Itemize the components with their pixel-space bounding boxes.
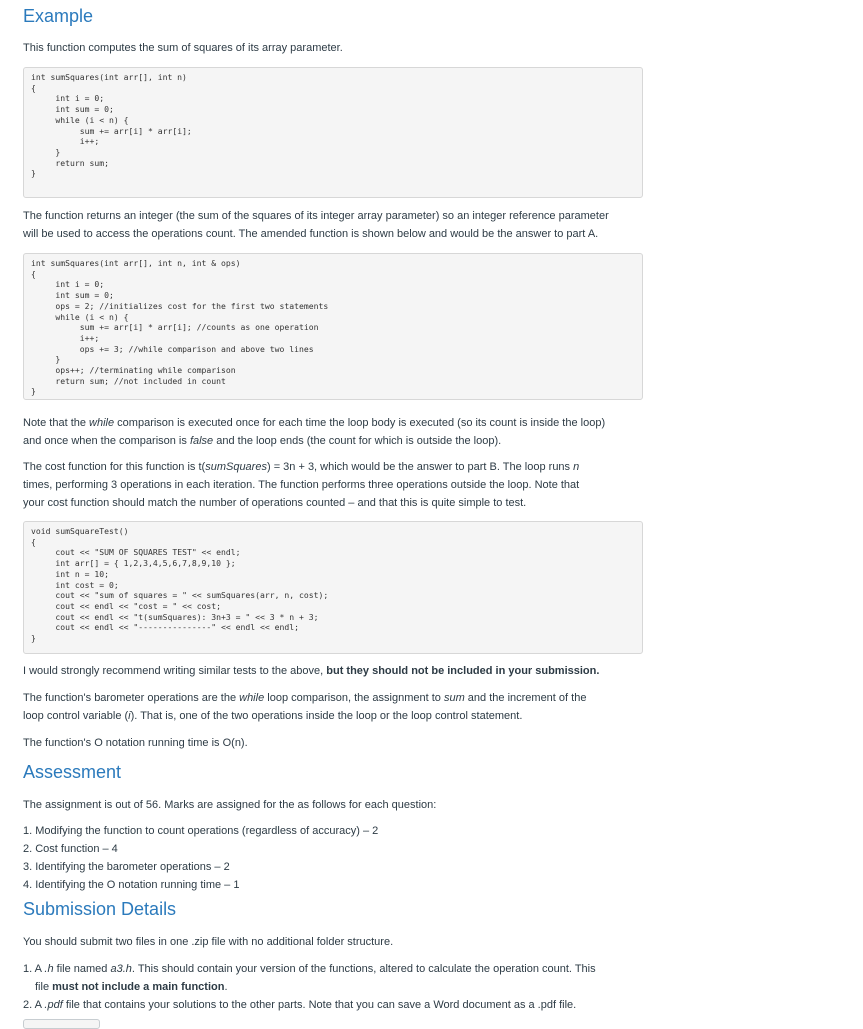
code-amended: int sumSquares(int arr[], int n, int & ops) { int i = 0; int sum = 0; ops = 2; //initializes cost for the first two statements while (i < n) { sum += arr[i] * arr[i]; //counts as one operation i++; ops += 3; //while comparison and above two lines } ops++; //terminating while comparison return sum; //not included in count } <box>31 258 329 397</box>
note-text: Note that the <box>23 417 90 429</box>
note-text: and once when the comparison is <box>23 435 190 447</box>
cost-paragraph <box>23 458 648 512</box>
note-text: comparison is executed once for each time the loop body is executed (so its count is inside the loop) <box>114 417 606 429</box>
item-text: file named <box>53 963 111 975</box>
item-text: file that contains your solutions to the other parts. Note that you can save a Word document as a .pdf file. <box>62 999 577 1011</box>
item-text: file <box>35 981 53 993</box>
note-text: and the loop ends (the count for which is outside the loop). <box>213 435 502 447</box>
returns-paragraph <box>23 207 648 243</box>
cost-text: times, performing 3 operations in each iteration. The function performs three operations outside the loop. Note that <box>23 479 580 491</box>
baro-em: while <box>239 692 265 704</box>
note-em: false <box>189 435 214 447</box>
onotation-paragraph: The function's O notation running time is O(n). <box>23 737 248 749</box>
cost-em: sumSquares <box>205 461 267 473</box>
baro-em: i <box>128 710 131 722</box>
baro-text: loop comparison, the assignment to <box>264 692 444 704</box>
cost-text: The cost function for this function is t( <box>23 461 206 473</box>
item-text: 2. A <box>23 999 45 1011</box>
note-paragraph <box>23 414 648 450</box>
cost-em: n <box>573 461 580 473</box>
code-original: int sumSquares(int arr[], int n) { int i = 0; int sum = 0; while (i < n) { sum += arr[i] * arr[i]; i++; } return sum; } <box>31 72 192 179</box>
assessment-intro: The assignment is out of 56. Marks are assigned for the as follows for each question: <box>23 799 437 811</box>
item-em: a3.h <box>110 963 132 975</box>
code-test: void sumSquareTest() { cout << "SUM OF SQUARES TEST" << endl; int arr[] = { 1,2,3,4,5,6,7,8,9,10 }; int n = 10; int cost = 0; cout << "sum of squares = " << sumSquares(arr, n, cost); cout << endl << "cost = " << cost; cout << endl << "t(sumSquares): 3n+3 = " << 3 * n + 3; cout << endl << "---------------" << endl << endl; } <box>31 526 329 644</box>
baro-text: and the increment of the <box>464 692 587 704</box>
item-text: 1. A <box>23 963 45 975</box>
recommend-paragraph <box>23 662 648 680</box>
example-intro: This function computes the sum of squares of its array parameter. <box>23 42 343 54</box>
item-em: .pdf <box>44 999 63 1011</box>
item-text: . <box>224 981 228 993</box>
recommend-text: I would strongly recommend writing similar tests to the above, <box>23 665 327 677</box>
submission-heading: Submission Details <box>23 899 177 919</box>
returns-line-1: The function returns an integer (the sum of the squares of its integer array parameter) so an integer reference parameter <box>23 210 609 222</box>
baro-text: ). That is, one of the two operations inside the loop or the loop control statement. <box>130 710 523 722</box>
baro-em: sum <box>443 692 465 704</box>
list-item: 1. Modifying the function to count operations (regardless of accuracy) – 2 <box>23 825 379 837</box>
code-block-amended <box>23 253 643 400</box>
cost-text: ) = 3n + 3, which would be the answer to part B. The loop runs <box>266 461 574 473</box>
item-text: . This should contain your version of the functions, altered to calculate the operation count. This <box>131 963 596 975</box>
assessment-heading: Assessment <box>23 762 122 782</box>
baro-text: loop control variable ( <box>23 710 129 722</box>
returns-line-2: will be used to access the operations count. The amended function is shown below and would be the answer to part A. <box>23 228 599 240</box>
recommend-strong: but they should not be included in your submission. <box>326 665 600 677</box>
code-block-original <box>23 67 643 198</box>
list-item: 2. Cost function – 4 <box>23 843 118 855</box>
code-block-test <box>23 521 643 654</box>
list-item <box>23 960 648 996</box>
list-item <box>23 996 648 1014</box>
item-em: .h <box>44 963 54 975</box>
submission-intro: You should submit two files in one .zip file with no additional folder structure. <box>23 936 394 948</box>
list-item: 3. Identifying the barometer operations – 2 <box>23 861 230 873</box>
cut-off-button[interactable] <box>23 1019 100 1029</box>
assessment-list <box>23 822 648 894</box>
barometer-paragraph <box>23 689 648 725</box>
example-heading: Example <box>23 6 94 26</box>
item-strong: must not include a main function <box>52 981 225 993</box>
note-em: while <box>89 417 115 429</box>
submission-list <box>23 960 648 1014</box>
list-item: 4. Identifying the O notation running time – 1 <box>23 879 240 891</box>
cost-text: your cost function should match the number of operations counted – and that this is quite simple to test. <box>23 497 527 509</box>
baro-text: The function's barometer operations are the <box>23 692 240 704</box>
